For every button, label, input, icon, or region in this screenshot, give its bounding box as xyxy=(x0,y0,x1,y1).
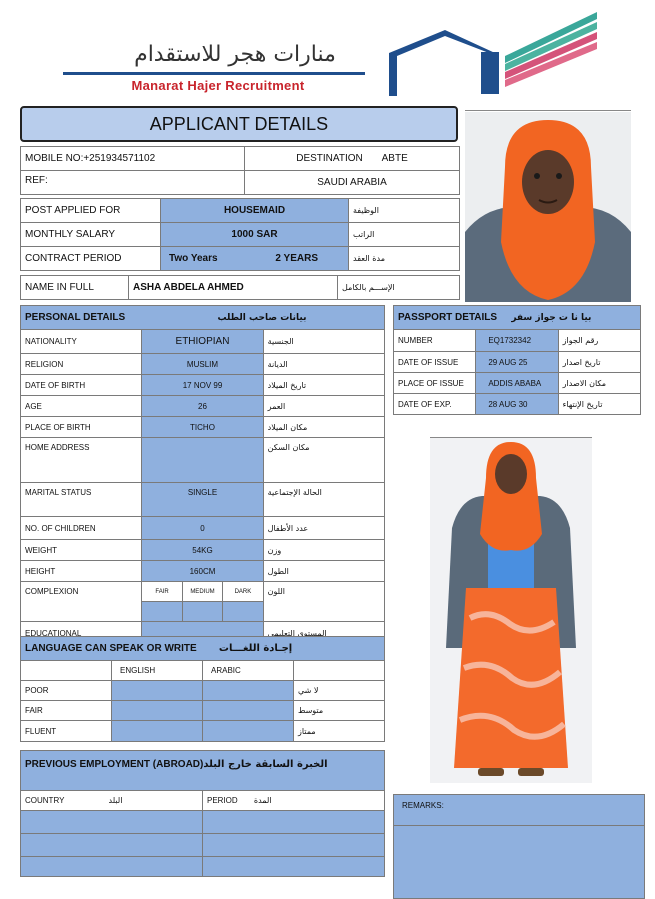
destination-code: ABTE xyxy=(381,153,408,164)
complexion-ar: اللون xyxy=(263,582,384,622)
personal-title-ar: بيانات صاحب الطلب xyxy=(217,313,307,323)
passport-title-ar: بيا نا ت جواز سفر xyxy=(511,313,592,323)
country-label-cell xyxy=(21,791,203,811)
passport-title: PASSPORT DETAILS xyxy=(398,312,498,323)
destination-label: DESTINATION xyxy=(296,153,363,164)
contract-value xyxy=(161,247,349,271)
passport-number-ar: رقم الجواز xyxy=(558,330,640,352)
height-ar: الطول xyxy=(263,561,384,582)
mobile-number: MOBILE NO:+251934571102 xyxy=(21,147,245,171)
salary-label-ar: الراتب xyxy=(349,223,460,247)
period-label: PERIOD xyxy=(207,796,238,805)
complexion-medium: MEDIUM xyxy=(183,582,223,601)
applicant-portrait xyxy=(465,112,631,302)
age-value: 26 xyxy=(142,396,263,417)
contract-label-ar: مدة العقد xyxy=(349,247,460,271)
language-header xyxy=(21,637,385,661)
children-label: NO. OF CHILDREN xyxy=(21,517,142,540)
nationality-value: ETHIOPIAN xyxy=(142,330,263,354)
marital-label: MARITAL STATUS xyxy=(21,483,142,517)
contract-label: CONTRACT PERIOD xyxy=(21,247,161,271)
passport-table xyxy=(393,305,641,415)
employment-country-2 xyxy=(21,834,203,857)
remarks-label: REMARKS: xyxy=(402,801,444,810)
period-label-cell xyxy=(203,791,385,811)
name-label: NAME IN FULL xyxy=(21,276,129,300)
dob-value: 17 NOV 99 xyxy=(142,375,263,396)
education-ar: المستوى التعليمي xyxy=(263,622,384,639)
weight-value: 54KG xyxy=(142,540,263,561)
issue-place-value: ADDIS ABABA xyxy=(476,373,558,394)
birthplace-value: TICHO xyxy=(142,417,263,438)
period-label-ar: المدة xyxy=(253,796,272,805)
issue-date-label: DATE OF ISSUE xyxy=(394,352,476,373)
issue-date-value: 29 AUG 25 xyxy=(476,352,558,373)
logo-english-text: Manarat Hajer Recruitment xyxy=(131,78,305,93)
personal-title: PERSONAL DETAILS xyxy=(25,312,126,323)
page-title-text: APPLICANT DETAILS xyxy=(149,113,329,134)
destination-country: SAUDI ARABIA xyxy=(245,171,460,195)
level-fluent-ar: ممتاز xyxy=(294,721,385,742)
job-table xyxy=(20,198,460,271)
employment-title: PREVIOUS EMPLOYMENT (ABROAD) xyxy=(25,759,204,770)
passport-number-label: NUMBER xyxy=(394,330,476,352)
age-ar: العمر xyxy=(263,396,384,417)
employment-period-1 xyxy=(203,811,385,834)
issue-date-ar: تاريخ اصدار xyxy=(558,352,640,373)
post-label-ar: الوظيفة xyxy=(349,199,460,223)
nationality-label: NATIONALITY xyxy=(21,330,142,354)
remarks-label-row xyxy=(394,795,644,826)
language-col-english: ENGLISH xyxy=(112,661,203,681)
complexion-medium-box xyxy=(183,602,223,621)
birthplace-label: PLACE OF BIRTH xyxy=(21,417,142,438)
english-fair xyxy=(112,701,203,721)
passport-number-value: EQ1732342 xyxy=(476,330,558,352)
complexion-fair: FAIR xyxy=(142,582,182,601)
expiry-date-label: DATE OF EXP. xyxy=(394,394,476,415)
level-fluent-label: FLUENT xyxy=(21,721,112,742)
contract-value-number: 2 YEARS xyxy=(275,253,318,264)
name-value: ASHA ABDELA AHMED xyxy=(129,276,338,300)
education-label: EDUCATIONAL xyxy=(21,622,142,639)
complexion-dark: DARK xyxy=(234,589,252,595)
language-title: LANGUAGE CAN SPEAK OR WRITE xyxy=(25,643,197,654)
arabic-fair xyxy=(203,701,294,721)
employment-period-2 xyxy=(203,834,385,857)
applicant-full-body-photo xyxy=(430,437,592,783)
arabic-fluent xyxy=(203,721,294,742)
complexion-label: COMPLEXION xyxy=(21,582,142,622)
dob-ar: تاريخ الميلاد xyxy=(263,375,384,396)
dob-label: DATE OF BIRTH xyxy=(21,375,142,396)
passport-header xyxy=(394,306,641,330)
address-value xyxy=(142,438,263,483)
employment-table xyxy=(20,750,385,877)
employment-header xyxy=(21,751,385,791)
language-title-ar: إجـادة اللغـــات xyxy=(218,643,293,654)
height-value: 160CM xyxy=(142,561,263,582)
logo-underline xyxy=(63,72,365,75)
level-fair-label: FAIR xyxy=(21,701,112,721)
ref-label: REF: xyxy=(21,171,245,195)
personal-details-table xyxy=(20,305,385,639)
address-label: HOME ADDRESS xyxy=(21,438,142,483)
post-label: POST APPLIED FOR xyxy=(21,199,161,223)
expiry-date-ar: تاريخ الإنتهاء xyxy=(558,394,640,415)
remarks-box xyxy=(393,794,645,899)
employment-period-3 xyxy=(203,857,385,877)
complexion-dark-box xyxy=(223,602,262,621)
language-table xyxy=(20,636,385,742)
address-ar: مكان السكن xyxy=(263,438,384,483)
page-title xyxy=(20,106,458,142)
level-fair-ar: متوسط xyxy=(294,701,385,721)
height-label: HEIGHT xyxy=(21,561,142,582)
issue-place-label: PLACE OF ISSUE xyxy=(394,373,476,394)
post-value: HOUSEMAID xyxy=(161,199,349,223)
country-label: COUNTRY xyxy=(25,796,65,805)
issue-place-ar: مكان الاصدار xyxy=(558,373,640,394)
language-corner xyxy=(21,661,112,681)
logo xyxy=(55,8,615,98)
weight-ar: وزن xyxy=(263,540,384,561)
logo-arabic-text: منارات هجر للاستقدام xyxy=(134,42,336,67)
religion-label: RELIGION xyxy=(21,354,142,375)
name-table xyxy=(20,275,460,300)
marital-ar: الحالة الإجتماعية xyxy=(263,483,384,517)
language-col-arabic: ARABIC xyxy=(203,661,294,681)
destination-cell xyxy=(245,147,460,171)
photo-top-line xyxy=(465,110,631,111)
personal-header xyxy=(21,306,385,330)
marital-value: SINGLE xyxy=(142,483,263,517)
employment-country-1 xyxy=(21,811,203,834)
employment-country-3 xyxy=(21,857,203,877)
english-poor xyxy=(112,681,203,701)
level-poor-ar: لا شي xyxy=(294,681,385,701)
age-label: AGE xyxy=(21,396,142,417)
english-fluent xyxy=(112,721,203,742)
complexion-grid xyxy=(142,582,263,622)
salary-value: 1000 SAR xyxy=(161,223,349,247)
contract-value-words: Two Years xyxy=(169,253,218,264)
birthplace-ar: مكان الميلاد xyxy=(263,417,384,438)
complexion-fair-box xyxy=(142,602,182,621)
arabic-poor xyxy=(203,681,294,701)
level-poor-label: POOR xyxy=(21,681,112,701)
religion-value: MUSLIM xyxy=(142,354,263,375)
employment-title-ar: الخبرة السابقة خارج البلد xyxy=(203,759,328,770)
expiry-date-value: 28 AUG 30 xyxy=(476,394,558,415)
name-label-ar: الإســـم بالكامل xyxy=(338,276,460,300)
children-ar: عدد الأطفال xyxy=(263,517,384,540)
nationality-ar: الجنسية xyxy=(263,330,384,354)
contact-table xyxy=(20,146,460,195)
language-col-spacer xyxy=(294,661,385,681)
remarks-content xyxy=(394,826,644,898)
weight-label: WEIGHT xyxy=(21,540,142,561)
salary-label: MONTHLY SALARY xyxy=(21,223,161,247)
country-label-ar: البلد xyxy=(108,796,123,805)
religion-ar: الديانة xyxy=(263,354,384,375)
children-value: 0 xyxy=(142,517,263,540)
logo-house-graphic xyxy=(385,8,605,98)
